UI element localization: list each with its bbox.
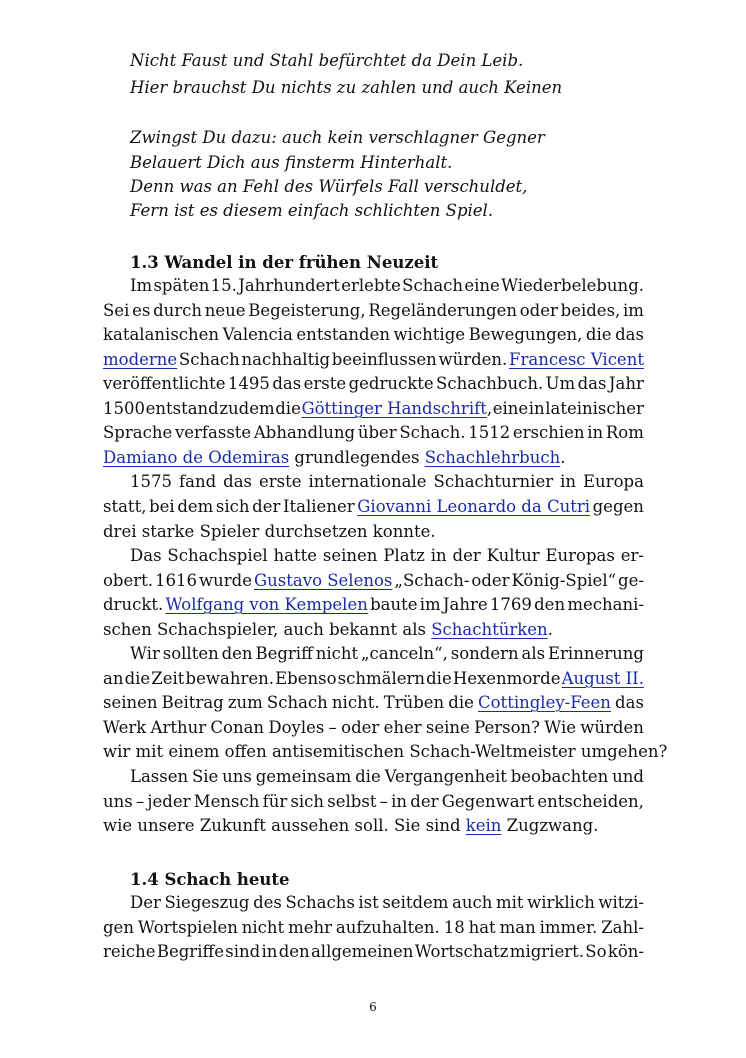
text-run: 15.: [210, 276, 237, 295]
body-text-line: [103, 299, 644, 323]
section-heading: 1.4 Schach heute: [130, 870, 290, 889]
text-run: die: [426, 669, 452, 688]
page-number: 6: [369, 1000, 377, 1014]
text-run: der: [452, 546, 481, 565]
text-run: Schach: [178, 350, 240, 369]
text-run: im: [419, 595, 441, 614]
text-run: druckt.: [103, 595, 164, 614]
text-run: Vergangenheit: [384, 767, 507, 786]
text-run: würden: [580, 718, 644, 737]
text-run: König-Spiel“: [511, 571, 617, 590]
text-run: drei starke Spieler durchsetzen konnte.: [103, 522, 436, 541]
text-run: Der: [130, 893, 161, 912]
text-run: eine: [464, 276, 500, 295]
body-text-line: [103, 495, 644, 519]
text-run: neue: [204, 301, 246, 320]
section-heading: 1.3 Wandel in der frühen Neuzeit: [130, 253, 439, 272]
text-run: Zahl-: [601, 918, 644, 937]
text-run: den: [221, 644, 253, 663]
wiki-link[interactable]: Giovanni Leonardo da Cutri: [357, 497, 590, 516]
text-run: Valencia: [222, 325, 293, 344]
text-run: Regeländerungen: [368, 301, 518, 320]
text-run: mit: [495, 893, 524, 912]
text-run: Arthur: [150, 718, 207, 737]
text-run: aufzuhalten.: [335, 918, 440, 937]
wiki-link[interactable]: Gustavo Selenos: [254, 571, 393, 590]
text-run: entstand: [145, 399, 219, 418]
text-run: gen: [103, 918, 134, 937]
text-run: 18: [443, 918, 465, 937]
text-run: schmälern: [337, 669, 425, 688]
text-run: ge-: [618, 571, 644, 590]
text-run: „canceln“,: [361, 644, 448, 663]
text-run: „Schach-: [394, 571, 470, 590]
body-text-line: [130, 544, 644, 568]
poem-line: Zwingst Du dazu: auch kein verschlagner Gegner: [130, 128, 545, 147]
text-run: beobachten: [510, 767, 609, 786]
text-run: Zeit: [151, 669, 185, 688]
text-run: Abhandlung: [253, 423, 356, 442]
text-run: .: [547, 620, 553, 639]
text-run: seinen: [322, 546, 378, 565]
text-run: wurde: [199, 571, 252, 590]
text-run: Siegeszug: [164, 893, 250, 912]
text-run: Italiener: [283, 497, 355, 516]
text-run: 1616: [155, 571, 198, 590]
text-run: nachhaltig: [241, 350, 331, 369]
text-run: zudem: [219, 399, 275, 418]
text-run: seitdem: [382, 893, 449, 912]
text-run: baute: [370, 595, 418, 614]
text-run: jeder: [147, 792, 191, 811]
text-run: wir mit einem offen antisemitischen Schach-Weltmeister umgehen?: [103, 742, 668, 761]
text-run: erste: [303, 374, 347, 393]
text-run: in: [560, 472, 577, 491]
text-run: Schach: [266, 693, 328, 712]
text-run: Jahr: [608, 374, 644, 393]
text-run: den: [534, 595, 566, 614]
text-run: seinen: [103, 693, 158, 712]
text-run: Wiederbelebung.: [501, 276, 644, 295]
wiki-link[interactable]: August II.: [561, 669, 644, 688]
text-run: Um: [545, 374, 576, 393]
text-run: oder: [519, 301, 558, 320]
text-run: erschien: [512, 423, 585, 442]
text-run: nicht.: [331, 693, 380, 712]
body-text-line: [130, 765, 644, 789]
text-run: verfasste: [174, 423, 252, 442]
body-text-line: [103, 740, 668, 764]
text-run: Jahre: [442, 595, 488, 614]
body-text-line: [103, 446, 644, 470]
text-run: reiche: [103, 942, 156, 961]
text-run: erlebte: [341, 276, 401, 295]
text-run: 1769: [489, 595, 532, 614]
text-run: Wortspielen: [137, 918, 238, 937]
text-run: Trüben: [383, 693, 445, 712]
text-run: migriert.: [509, 942, 584, 961]
text-run: selbst: [327, 792, 377, 811]
text-run: dem: [177, 497, 214, 516]
text-run: gegen: [592, 497, 644, 516]
text-run: Lassen: [130, 767, 189, 786]
text-run: das: [272, 374, 302, 393]
text-run: sich: [215, 497, 250, 516]
body-text-line: [103, 593, 644, 617]
text-run: uns: [103, 792, 133, 811]
text-run: Begriffe: [156, 942, 224, 961]
poem-line: Denn was an Fehl des Würfels Fall verschuldet,: [130, 177, 528, 196]
text-run: Jahrhundert: [238, 276, 340, 295]
text-run: Schach.: [399, 423, 466, 442]
text-run: in: [391, 792, 408, 811]
text-run: Sprache: [103, 423, 173, 442]
text-run: oder: [471, 571, 510, 590]
text-run: So: [585, 942, 607, 961]
text-run: erste: [259, 472, 302, 491]
text-run: nicht: [241, 918, 285, 937]
text-run: Wir: [130, 644, 160, 663]
text-run: Ebenso: [275, 669, 337, 688]
text-run: grundlegendes: [289, 448, 425, 467]
poem-line: Fern ist es diesem einfach schlichten Spiel.: [130, 201, 494, 220]
text-run: kön-: [607, 942, 644, 961]
text-run: Bewegungen,: [468, 325, 583, 344]
text-run: es: [132, 301, 151, 320]
text-run: die: [355, 767, 381, 786]
wiki-link[interactable]: Wolfgang von Kempelen: [165, 595, 368, 614]
body-text-line: [103, 916, 644, 940]
text-run: mechani-: [567, 595, 644, 614]
text-run: Schachs: [285, 893, 355, 912]
text-run: für: [262, 792, 288, 811]
text-run: seine: [425, 718, 470, 737]
body-text-line: [103, 790, 644, 814]
body-text-line: [130, 891, 644, 915]
text-run: Mensch: [193, 792, 260, 811]
wiki-link[interactable]: Schachtürken: [431, 620, 548, 639]
text-run: immer.: [539, 918, 598, 937]
text-run: das: [577, 374, 607, 393]
text-run: hatte: [273, 546, 318, 565]
text-run: wirklich: [527, 893, 595, 912]
body-text-line: [130, 642, 644, 666]
text-run: man: [499, 918, 536, 937]
text-run: gemeinsam: [255, 767, 352, 786]
text-run: an: [103, 669, 124, 688]
text-run: die: [275, 399, 301, 418]
text-run: würden.: [438, 350, 508, 369]
body-text-line: 1500 entstand zudem die Göttinger Handschrift, eine in lateinischer: [103, 397, 644, 421]
text-run: 1512: [468, 423, 511, 442]
poem-line: Hier brauchst Du nichts zu zahlen und auch Keinen: [130, 78, 563, 97]
body-text-line: [103, 940, 644, 964]
text-run: und: [612, 767, 644, 786]
text-run: den: [278, 942, 310, 961]
text-run: auch: [452, 893, 493, 912]
text-run: Kultur: [486, 546, 540, 565]
text-run: durch: [153, 301, 203, 320]
body-text-line: [103, 814, 644, 838]
body-text-line: [103, 323, 644, 347]
text-run: das: [223, 472, 253, 491]
text-run: Conan: [210, 718, 265, 737]
text-run: Erinnerung: [547, 644, 644, 663]
text-run: eine: [492, 399, 529, 418]
text-run: Das: [130, 546, 162, 565]
text-run: sind: [225, 942, 261, 961]
text-run: Europas: [545, 546, 615, 565]
text-run: statt,: [103, 497, 147, 516]
text-run: Schachbuch.: [436, 374, 544, 393]
text-run: zum: [227, 693, 263, 712]
text-run: er-: [620, 546, 644, 565]
text-run: veröffentlichte: [103, 374, 226, 393]
text-run: nicht: [315, 644, 359, 663]
text-run: sollten: [162, 644, 219, 663]
text-run: Begriff: [255, 644, 313, 663]
text-run: gedruckte: [348, 374, 434, 393]
text-run: Europa: [583, 472, 644, 491]
text-run: das: [615, 325, 644, 344]
body-text-line: [103, 520, 644, 544]
text-run: Werk: [103, 718, 147, 737]
text-run: –: [135, 792, 145, 811]
text-run: mehr: [288, 918, 333, 937]
wiki-link[interactable]: kein: [465, 816, 502, 835]
text-run: das: [615, 693, 644, 712]
text-run: Doyles: [268, 718, 325, 737]
text-run: Person?: [474, 718, 540, 737]
text-run: beeinflussen: [331, 350, 437, 369]
text-run: beides,: [560, 301, 621, 320]
body-text-line: [103, 618, 644, 642]
text-run: schen Schachspieler, auch bekannt als: [103, 620, 432, 639]
body-text-line: [103, 691, 644, 715]
text-run: entstanden: [296, 325, 390, 344]
text-run: über: [357, 423, 397, 442]
text-run: bei: [149, 497, 175, 516]
text-run: Platz: [383, 546, 425, 565]
text-run: der: [252, 497, 281, 516]
text-run: sich: [290, 792, 325, 811]
text-run: Schachspiel: [167, 546, 268, 565]
text-run: lateinischer: [545, 399, 644, 418]
body-text-line: [130, 470, 644, 494]
text-run: Wortschatz: [414, 942, 509, 961]
body-text-line: [103, 421, 644, 445]
wiki-link[interactable]: Schachlehrbuch: [424, 448, 561, 467]
text-run: im: [623, 301, 644, 320]
text-run: obert.: [103, 571, 154, 590]
text-run: Hexenmorde: [452, 669, 561, 688]
text-run: Zugzwang.: [501, 816, 599, 835]
text-run: in: [261, 942, 278, 961]
text-run: Schachturnier: [433, 472, 554, 491]
text-run: Rom: [605, 423, 644, 442]
text-run: des: [253, 893, 282, 912]
text-run: sondern: [450, 644, 519, 663]
text-run: wie unsere Zukunft aussehen soll. Sie sind: [103, 816, 466, 835]
text-run: witzi-: [598, 893, 644, 912]
body-text-line: [103, 372, 644, 396]
poem-line: Nicht Faust und Stahl befürchtet da Dein Leib.: [130, 51, 524, 70]
text-run: der: [410, 792, 439, 811]
text-run: wichtige: [393, 325, 466, 344]
text-run: die: [585, 325, 612, 344]
wiki-link[interactable]: Damiano de Odemiras: [103, 448, 290, 467]
text-run: in: [528, 399, 545, 418]
text-run: 1575: [130, 472, 172, 491]
text-run: eher: [383, 718, 422, 737]
text-run: internationale: [308, 472, 427, 491]
poem-line: Belauert Dich aus finsterm Hinterhalt.: [130, 153, 453, 172]
text-run: –: [379, 792, 388, 811]
text-run: uns: [222, 767, 252, 786]
text-run: Gegenwart: [441, 792, 535, 811]
text-run: Begeisterung,: [248, 301, 366, 320]
text-run: Wie: [544, 718, 576, 737]
body-text-line: [103, 716, 644, 740]
body-text-line: [130, 274, 644, 298]
body-text-line: [103, 569, 644, 593]
text-run: die: [448, 693, 474, 712]
text-run: ist: [358, 893, 379, 912]
text-run: fand: [179, 472, 217, 491]
text-run: katalanischen: [103, 325, 220, 344]
wiki-link[interactable]: moderne: [103, 350, 178, 369]
body-text-line: [103, 348, 644, 372]
wiki-link[interactable]: Cottingley-Feen: [478, 693, 611, 712]
text-run: 1495: [227, 374, 270, 393]
text-run: späten: [153, 276, 210, 295]
text-run: oder: [341, 718, 380, 737]
text-run: –: [328, 718, 337, 737]
text-run: in: [430, 546, 447, 565]
text-run: 1500: [103, 399, 145, 418]
text-run: Im: [130, 276, 153, 295]
text-run: bewahren.: [185, 669, 274, 688]
text-run: hat: [468, 918, 496, 937]
body-text-line: [103, 667, 644, 691]
text-run: die: [124, 669, 151, 688]
text-run: .: [560, 448, 566, 467]
text-run: allgemeinen: [310, 942, 414, 961]
text-run: in: [587, 423, 604, 442]
text-run: Schach: [402, 276, 464, 295]
text-run: Beitrag: [161, 693, 224, 712]
wiki-link[interactable]: Göttinger Handschrift: [301, 399, 487, 418]
text-run: entscheiden,: [537, 792, 644, 811]
text-run: Sie: [191, 767, 219, 786]
wiki-link[interactable]: Francesc Vicent: [509, 350, 644, 369]
text-run: Sei: [103, 301, 130, 320]
text-run: als: [521, 644, 546, 663]
